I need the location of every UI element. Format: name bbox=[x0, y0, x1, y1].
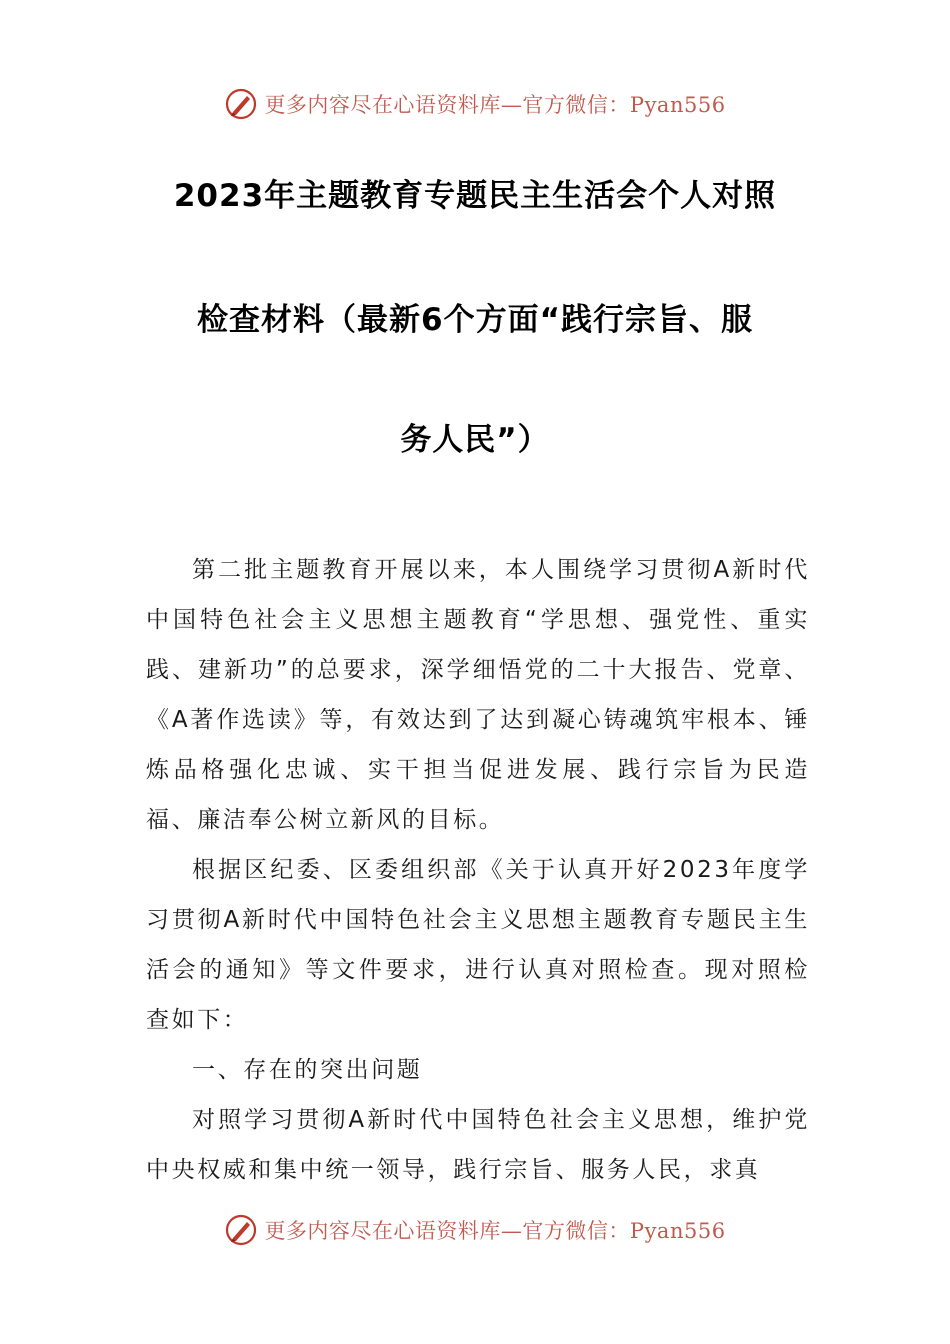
document-title-line-2: 检查材料（最新6个方面“践行宗旨、服 bbox=[197, 302, 753, 338]
pen-logo-icon bbox=[224, 1213, 258, 1247]
document-body bbox=[146, 545, 810, 1195]
body-paragraph-2: 根据区纪委、区委组织部《关于认真开好2023年度学习贯彻A新时代中国特色社会主义思想主题教育专题民主生活会的通知》等文件要求，进行认真对照检查。现对照检查如下： bbox=[146, 857, 810, 1033]
document-title-line-3: 务人民”） bbox=[400, 422, 550, 458]
document-title-line-1: 2023年主题教育专题民主生活会个人对照 bbox=[173, 178, 777, 214]
footer-banner-text: 更多内容尽在心语资料库—官方微信：Pyan556 bbox=[264, 1219, 726, 1243]
header-banner bbox=[0, 84, 950, 124]
section-heading-1: 一、存在的突出问题 bbox=[192, 1057, 423, 1083]
footer-banner bbox=[0, 1210, 950, 1250]
body-paragraph-1: 第二批主题教育开展以来，本人围绕学习贯彻A新时代中国特色社会主义思想主题教育“学思想、强党性、重实践、建新功”的总要求，深学细悟党的二十大报告、党章、《A著作选读》等，有效达到了达到凝心铸魂筑牢根本、锤炼品格强化忠诚、实干担当促进发展、践行宗旨为民造福、廉洁奉公树立新风的目标。 bbox=[146, 557, 810, 833]
body-paragraph-3: 对照学习贯彻A新时代中国特色社会主义思想，维护党中央权威和集中统一领导，践行宗旨、服务人民，求真 bbox=[146, 1107, 810, 1183]
header-banner-text: 更多内容尽在心语资料库—官方微信：Pyan556 bbox=[264, 93, 726, 117]
pen-logo-icon bbox=[224, 87, 258, 121]
